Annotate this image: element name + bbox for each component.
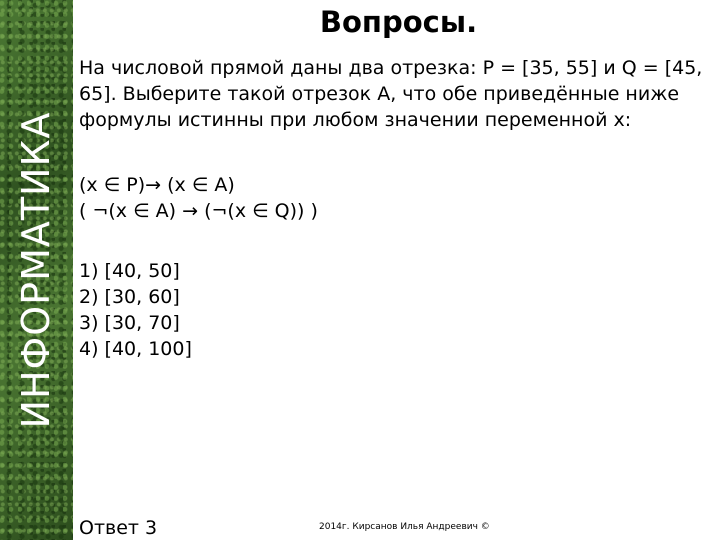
formula-line: (x ∈ P)→ (x ∈ A) <box>79 174 235 196</box>
answer-text: Ответ 3 <box>79 517 158 539</box>
formula-line: ( ¬(x ∈ A) → (¬(x ∈ Q)) ) <box>79 200 318 222</box>
option-item: 3) [30, 70] <box>79 312 180 334</box>
question-line: формулы истинны при любом значении переменной x: <box>79 109 632 131</box>
page-title: Вопросы. <box>319 5 478 39</box>
question-line: 65]. Выберите такой отрезок A, что обе приведённые ниже <box>79 83 680 105</box>
option-item: 4) [40, 100] <box>79 338 192 360</box>
question-line: На числовой прямой даны два отрезка: P = [35, 55] и Q = [45, <box>79 57 703 79</box>
sidebar <box>0 0 73 540</box>
copyright-footer: 2014г. Кирсанов Илья Андреевич © <box>319 522 490 532</box>
option-item: 2) [30, 60] <box>79 286 180 308</box>
answer-options <box>79 258 704 362</box>
question-text <box>79 55 704 133</box>
sidebar-title: ИНФОРМАТИКА <box>14 111 58 429</box>
option-item: 1) [40, 50] <box>79 260 180 282</box>
formulas <box>79 172 704 224</box>
